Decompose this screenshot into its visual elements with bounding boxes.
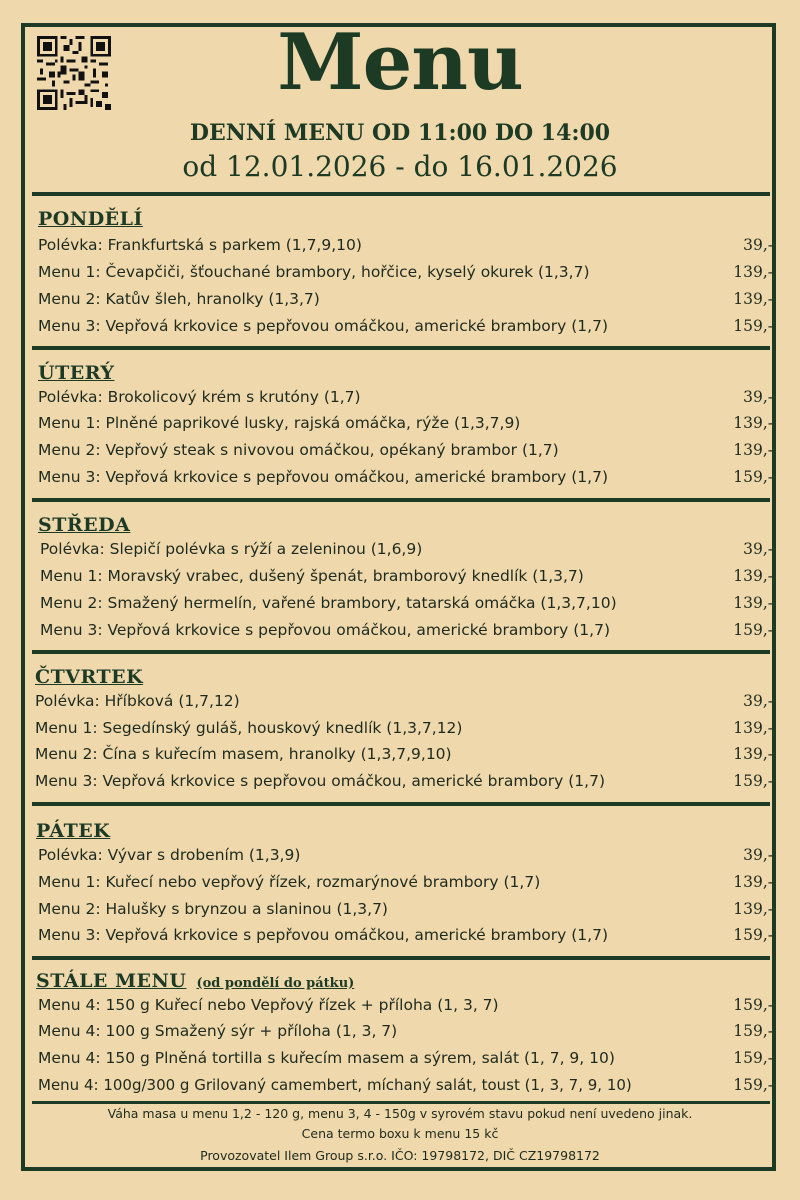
item-text: Menu 4: 100 g Smažený sýr + příloha (1, 3, 7) [38, 1022, 398, 1040]
footer-operator: Provozovatel Ilem Group s.r.o. IČO: 19798172, DIČ CZ19798172 [200, 1148, 600, 1163]
item-text: Menu 2: Katův šleh, hranolky (1,3,7) [38, 290, 320, 308]
item-text: Menu 2: Halušky s brynzou a slaninou (1,3,7) [38, 900, 388, 918]
item-text: Menu 4: 150 g Kuřecí nebo Vepřový řízek + příloha (1, 3, 7) [38, 996, 499, 1014]
item-price: 159,- [733, 1076, 773, 1094]
day-title: ÚTERÝ [38, 362, 115, 384]
item-price: 39,- [743, 692, 773, 710]
item-text: Menu 4: 150 g Plněná tortilla s kuřecím masem a sýrem, salát (1, 7, 9, 10) [38, 1049, 615, 1067]
menu-item [38, 236, 773, 262]
item-text: Menu 1: Plněné paprikové lusky, rajská omáčka, rýže (1,3,7,9) [38, 414, 521, 432]
item-text: Menu 1: Segedínský guláš, houskový knedlík (1,3,7,12) [35, 719, 463, 737]
item-text: Menu 3: Vepřová krkovice s pepřovou omáčkou, americké brambory (1,7) [38, 468, 608, 486]
menu-item [38, 1049, 773, 1075]
menu-item [38, 468, 773, 494]
menu-item [35, 719, 773, 745]
menu-item [40, 621, 773, 647]
item-price: 159,- [733, 926, 773, 944]
menu-item [38, 1022, 773, 1048]
item-text: Menu 2: Vepřový steak s nivovou omáčkou, opékaný brambor (1,7) [38, 441, 559, 459]
menu-item [40, 567, 773, 593]
footer-note-box: Cena termo boxu k menu 15 kč [301, 1126, 499, 1141]
menu-item [40, 540, 773, 566]
section-divider [32, 346, 770, 350]
item-price: 139,- [733, 745, 773, 763]
menu-item [38, 900, 773, 926]
item-price: 159,- [733, 1022, 773, 1040]
day-title: PÁTEK [36, 820, 111, 842]
item-price: 39,- [743, 540, 773, 558]
item-text: Menu 3: Vepřová krkovice s pepřovou omáčkou, americké brambory (1,7) [38, 317, 608, 335]
item-price: 139,- [733, 594, 773, 612]
item-text: Menu 2: Čína s kuřecím masem, hranolky (1,3,7,9,10) [35, 745, 452, 763]
menu-item [38, 996, 773, 1022]
section-divider [32, 650, 770, 654]
item-price: 159,- [733, 772, 773, 790]
menu-item [35, 745, 773, 771]
item-text: Menu 4: 100g/300 g Grilovaný camembert, míchaný salát, toust (1, 3, 7, 9, 10) [38, 1076, 632, 1094]
menu-item [38, 441, 773, 467]
item-text: Menu 3: Vepřová krkovice s pepřovou omáčkou, americké brambory (1,7) [35, 772, 605, 790]
item-text: Menu 3: Vepřová krkovice s pepřovou omáčkou, americké brambory (1,7) [38, 926, 608, 944]
item-text: Polévka: Hříbková (1,7,12) [35, 692, 240, 710]
menu-item [38, 388, 773, 414]
item-price: 139,- [733, 719, 773, 737]
page-title: Menu [277, 17, 523, 108]
menu-item [38, 873, 773, 899]
menu-date-range: od 12.01.2026 - do 16.01.2026 [182, 150, 618, 183]
menu-item [38, 1076, 773, 1102]
day-title: PONDĚLÍ [38, 208, 143, 230]
item-text: Polévka: Brokolicový krém s krutóny (1,7) [38, 388, 361, 406]
item-price: 39,- [743, 236, 773, 254]
section-divider [32, 498, 770, 502]
item-price: 139,- [733, 414, 773, 432]
menu-item [40, 594, 773, 620]
item-text: Menu 1: Moravský vrabec, dušený špenát, bramborový knedlík (1,3,7) [40, 567, 584, 585]
menu-item [35, 772, 773, 798]
item-text: Menu 1: Kuřecí nebo vepřový řízek, rozmarýnové brambory (1,7) [38, 873, 541, 891]
section-divider [32, 192, 770, 196]
item-price: 159,- [733, 996, 773, 1014]
item-price: 39,- [743, 388, 773, 406]
item-price: 139,- [733, 900, 773, 918]
item-price: 139,- [733, 290, 773, 308]
item-price: 159,- [733, 621, 773, 639]
menu-item [38, 290, 773, 316]
menu-item [35, 692, 773, 718]
section-divider [32, 802, 770, 806]
menu-item [38, 263, 773, 289]
item-price: 139,- [733, 441, 773, 459]
section-divider [32, 1101, 770, 1104]
item-price: 139,- [733, 263, 773, 281]
day-title-label: STÁLE MENU [36, 970, 187, 992]
item-text: Menu 3: Vepřová krkovice s pepřovou omáčkou, americké brambory (1,7) [40, 621, 610, 639]
item-price: 139,- [733, 567, 773, 585]
menu-item [38, 414, 773, 440]
day-title: STŘEDA [38, 514, 131, 536]
item-text: Polévka: Slepičí polévka s rýží a zeleninou (1,6,9) [40, 540, 423, 558]
item-text: Polévka: Vývar s drobením (1,3,9) [38, 846, 301, 864]
item-text: Menu 2: Smažený hermelín, vařené brambory, tatarská omáčka (1,3,7,10) [40, 594, 617, 612]
menu-hours: DENNÍ MENU OD 11:00 DO 14:00 [189, 120, 611, 146]
menu-item [38, 926, 773, 952]
item-price: 39,- [743, 846, 773, 864]
menu-item [38, 846, 773, 872]
item-price: 159,- [733, 317, 773, 335]
item-price: 159,- [733, 468, 773, 486]
day-title-note: (od pondělí do pátku) [196, 976, 355, 991]
day-title [36, 970, 354, 992]
footer-note-weight: Váha masa u menu 1,2 - 120 g, menu 3, 4 - 150g v syrovém stavu pokud není uvedeno jinak. [107, 1106, 693, 1121]
item-text: Polévka: Frankfurtská s parkem (1,7,9,10) [38, 236, 362, 254]
section-divider [32, 956, 770, 960]
item-text: Menu 1: Čevapčiči, šťouchané brambory, hořčice, kyselý okurek (1,3,7) [38, 263, 590, 281]
item-price: 159,- [733, 1049, 773, 1067]
day-title: ČTVRTEK [35, 666, 144, 688]
menu-item [38, 317, 773, 343]
item-price: 139,- [733, 873, 773, 891]
